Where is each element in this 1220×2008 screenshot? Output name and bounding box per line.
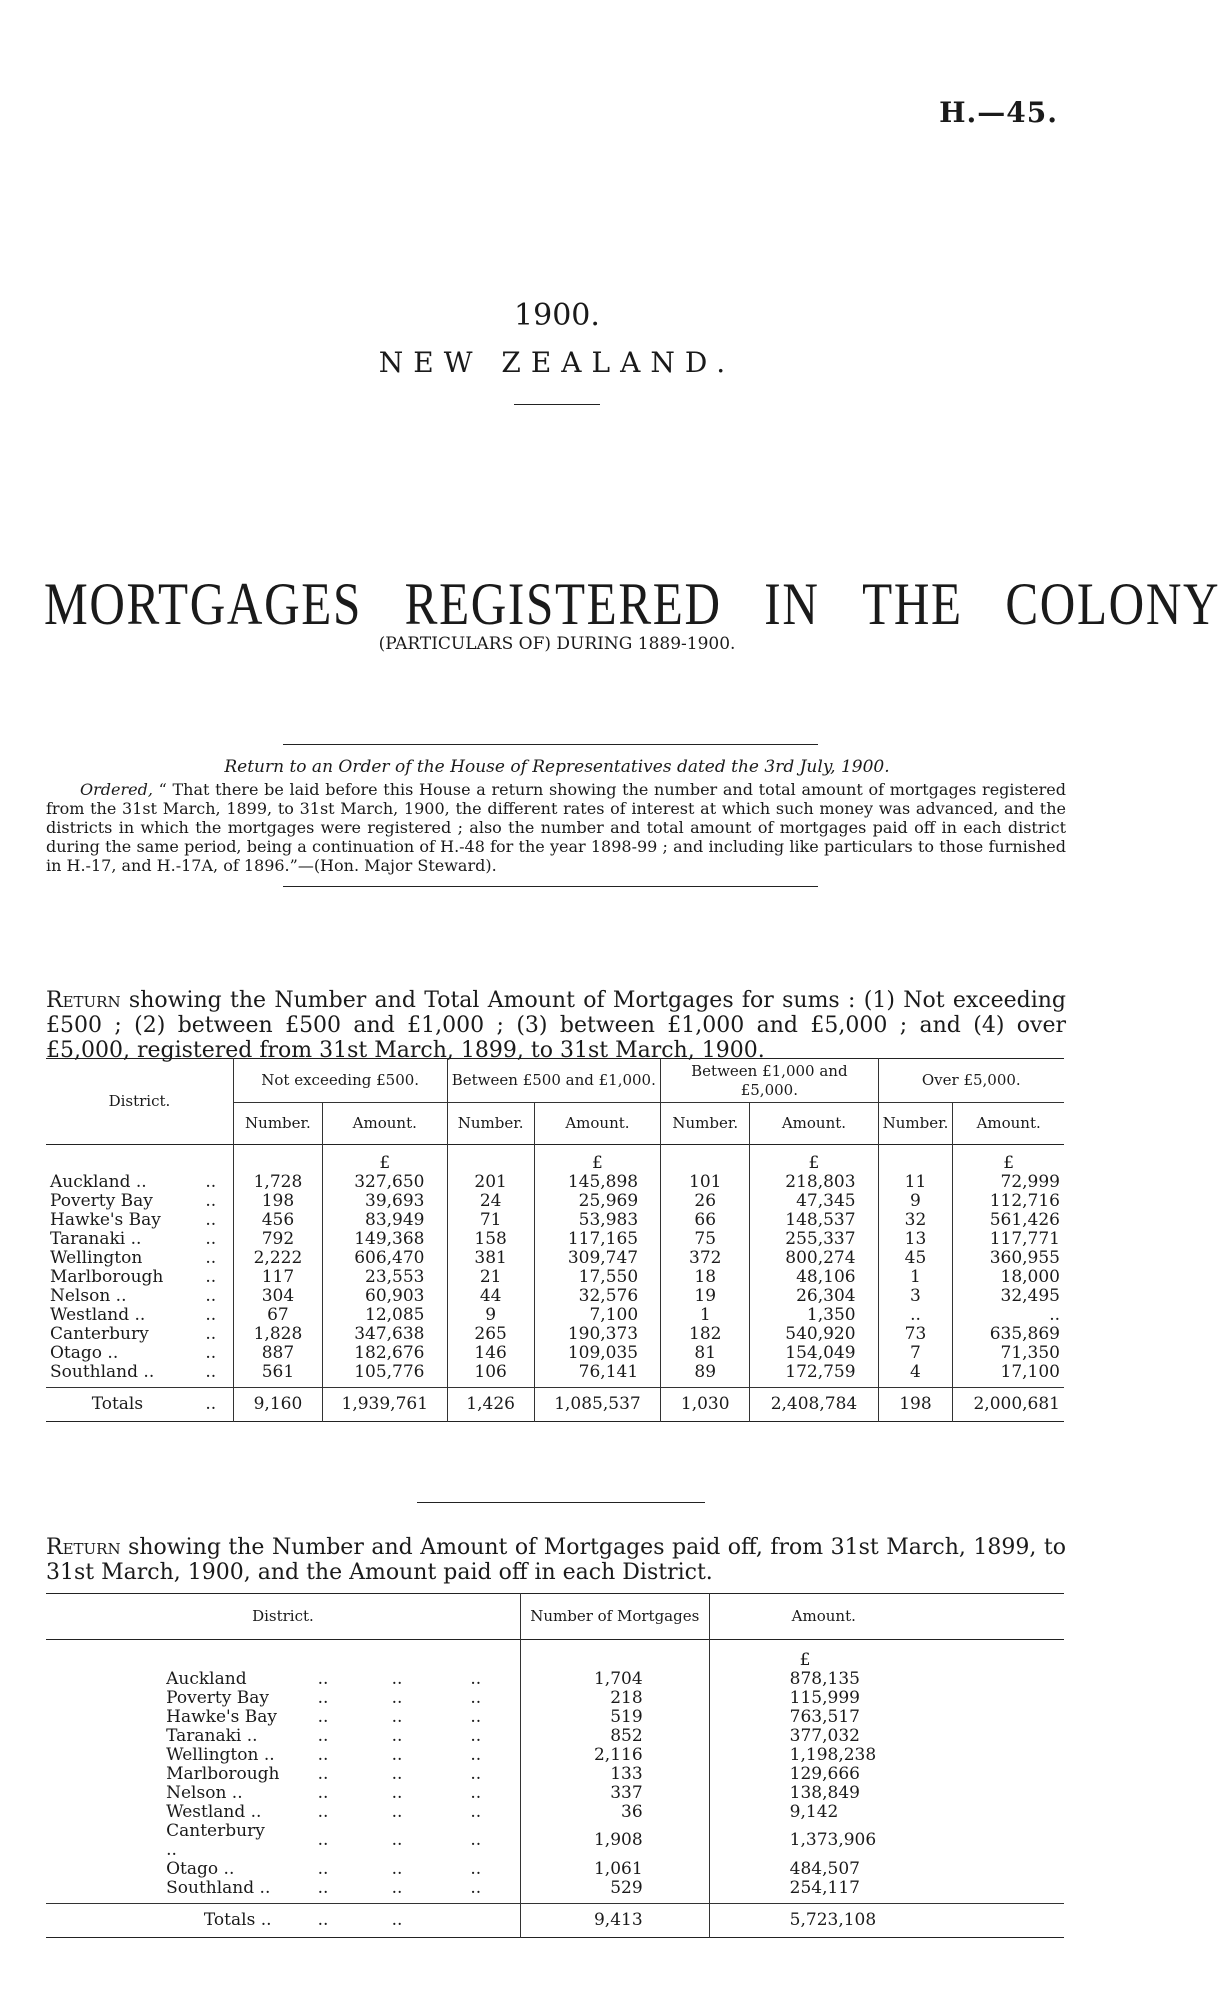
document-year: 1900. [514, 298, 600, 333]
value-cell: 218,803 [750, 1173, 878, 1192]
table-row [46, 1230, 1064, 1249]
table-row [46, 1689, 1064, 1708]
amount-cell: 1,198,238 [709, 1746, 1064, 1765]
value-cell: 117 [233, 1268, 322, 1287]
title-word: MORTGAGES [44, 571, 362, 637]
value-cell: 149,368 [323, 1230, 447, 1249]
group-header: Not exceeding £500. [233, 1059, 447, 1103]
value-cell: 24 [447, 1192, 534, 1211]
group-header: Between £500 and £1,000. [447, 1059, 661, 1103]
table-row [46, 1344, 1064, 1363]
leader-dots: .. [391, 1687, 403, 1708]
leader-dots: .. [391, 1782, 403, 1803]
value-cell: 12,085 [323, 1306, 447, 1325]
value-cell: 7,100 [534, 1306, 660, 1325]
table-row [46, 1746, 1064, 1765]
value-cell: 198 [233, 1192, 322, 1211]
leader-dots: .. [391, 1725, 403, 1746]
leader-dots: .. [391, 1910, 403, 1930]
value-cell: 48,106 [750, 1268, 878, 1287]
leader-dots: .. [470, 1687, 482, 1708]
number-cell: 36 [520, 1803, 709, 1822]
district-cell: Canterbury [50, 1323, 149, 1344]
value-cell: 45 [878, 1249, 953, 1268]
value-cell: 71 [447, 1211, 534, 1230]
total-cell: 9,413 [520, 1904, 709, 1938]
value-cell: 11 [878, 1173, 953, 1192]
amount-cell: 138,849 [709, 1784, 1064, 1803]
page-number: H.—45. [939, 96, 1058, 129]
totals-row [46, 1904, 1064, 1938]
table-row [46, 1727, 1064, 1746]
value-cell: 606,470 [323, 1249, 447, 1268]
district-cell: Auckland [166, 1668, 247, 1689]
table-row [46, 1363, 1064, 1382]
leader-dots: .. [317, 1877, 329, 1898]
table-row [46, 1765, 1064, 1784]
district-cell: Marlborough [50, 1266, 164, 1287]
number-header: Number. [878, 1103, 953, 1145]
title-word: IN [764, 571, 820, 637]
value-cell: 3 [878, 1287, 953, 1306]
leader-dots: .. [317, 1687, 329, 1708]
value-cell: 2,222 [233, 1249, 322, 1268]
value-cell: 53,983 [534, 1211, 660, 1230]
district-cell: Nelson .. [50, 1285, 127, 1306]
order-text [46, 780, 1066, 875]
return1-lead: Return [46, 988, 121, 1013]
subtitle: (PARTICULARS OF) DURING 1889-1900. [378, 634, 736, 654]
totals-label: Totals .. [203, 1910, 272, 1930]
district-cell: Auckland .. [50, 1171, 147, 1192]
value-cell: 21 [447, 1268, 534, 1287]
value-cell: 44 [447, 1287, 534, 1306]
value-cell: 327,650 [323, 1173, 447, 1192]
leader-dots: .. [470, 1744, 482, 1765]
currency-symbol: £ [953, 1145, 1064, 1173]
district-cell: Taranaki .. [50, 1228, 142, 1249]
number-cell: 133 [520, 1765, 709, 1784]
value-cell: 105,776 [323, 1363, 447, 1382]
table-row [46, 1708, 1064, 1727]
leader-dots: .. [317, 1763, 329, 1784]
leader-dots: .. [470, 1668, 482, 1689]
currency-symbol: £ [323, 1145, 447, 1173]
table-row [46, 1211, 1064, 1230]
value-cell: 66 [661, 1211, 750, 1230]
value-cell: 792 [233, 1230, 322, 1249]
value-cell: 32,495 [953, 1287, 1064, 1306]
leader-dots: .. [470, 1858, 482, 1879]
value-cell: 1 [878, 1268, 953, 1287]
leader-dots: .. [470, 1763, 482, 1784]
number-cell: 529 [520, 1879, 709, 1898]
value-cell: 372 [661, 1249, 750, 1268]
leader-dots: .. [391, 1744, 403, 1765]
number-header: Number of Mortgages [520, 1594, 709, 1640]
table-row [46, 1670, 1064, 1689]
value-cell: 72,999 [953, 1173, 1064, 1192]
district-cell: Southland .. [50, 1361, 155, 1382]
leader-dots: .. [470, 1725, 482, 1746]
value-cell: 1,728 [233, 1173, 322, 1192]
leader-dots: .. [391, 1706, 403, 1727]
divider [283, 744, 818, 745]
leader-dots: .. [205, 1171, 217, 1192]
value-cell: .. [953, 1306, 1064, 1325]
title-word: REGISTERED [404, 571, 722, 637]
value-cell: 71,350 [953, 1344, 1064, 1363]
value-cell: 17,100 [953, 1363, 1064, 1382]
value-cell: 18 [661, 1268, 750, 1287]
district-cell: Taranaki .. [166, 1725, 258, 1746]
number-cell: 519 [520, 1708, 709, 1727]
value-cell: 109,035 [534, 1344, 660, 1363]
district-cell: Hawke's Bay [50, 1209, 161, 1230]
value-cell: 154,049 [750, 1344, 878, 1363]
table-row [46, 1173, 1064, 1192]
value-cell: 4 [878, 1363, 953, 1382]
leader-dots: .. [391, 1877, 403, 1898]
table-row [46, 1325, 1064, 1344]
value-cell: 73 [878, 1325, 953, 1344]
leader-dots: .. [205, 1209, 217, 1230]
currency-symbol: £ [534, 1145, 660, 1173]
value-cell: 148,537 [750, 1211, 878, 1230]
leader-dots: .. [205, 1342, 217, 1363]
value-cell: 47,345 [750, 1192, 878, 1211]
total-cell: 9,160 [233, 1388, 322, 1422]
value-cell: 60,903 [323, 1287, 447, 1306]
leader-dots: .. [317, 1725, 329, 1746]
value-cell: 26 [661, 1192, 750, 1211]
currency-symbol: £ [709, 1640, 1064, 1670]
amount-header: Amount. [323, 1103, 447, 1145]
amount-cell: 9,142 [709, 1803, 1064, 1822]
main-title [44, 570, 1220, 639]
value-cell: 190,373 [534, 1325, 660, 1344]
value-cell: 145,898 [534, 1173, 660, 1192]
leader-dots: .. [317, 1744, 329, 1765]
leader-dots: .. [205, 1361, 217, 1382]
value-cell: 83,949 [323, 1211, 447, 1230]
value-cell: 23,553 [323, 1268, 447, 1287]
district-header: District. [252, 1607, 314, 1625]
value-cell: 9 [878, 1192, 953, 1211]
leader-dots: .. [391, 1668, 403, 1689]
divider [283, 886, 818, 887]
group-header: Between £1,000 and £5,000. [661, 1059, 878, 1103]
leader-dots: .. [205, 1247, 217, 1268]
amount-cell: 763,517 [709, 1708, 1064, 1727]
table-row [46, 1249, 1064, 1268]
return2-heading [46, 1535, 1066, 1585]
value-cell: 17,550 [534, 1268, 660, 1287]
return1-heading [46, 988, 1066, 1063]
value-cell: 117,165 [534, 1230, 660, 1249]
total-cell: 5,723,108 [709, 1904, 1064, 1938]
leader-dots: .. [205, 1323, 217, 1344]
group-header: Over £5,000. [878, 1059, 1064, 1103]
return2-lead: Return [46, 1535, 121, 1560]
mortgages-registered-table [46, 1058, 1064, 1422]
value-cell: 265 [447, 1325, 534, 1344]
value-cell: 456 [233, 1211, 322, 1230]
value-cell: 18,000 [953, 1268, 1064, 1287]
value-cell: 309,747 [534, 1249, 660, 1268]
leader-dots: .. [391, 1763, 403, 1784]
amount-cell: 254,117 [709, 1879, 1064, 1898]
leader-dots: .. [205, 1190, 217, 1211]
table-row [46, 1784, 1064, 1803]
number-header: Number. [447, 1103, 534, 1145]
value-cell: 800,274 [750, 1249, 878, 1268]
total-cell: 1,939,761 [323, 1388, 447, 1422]
district-cell: Hawke's Bay [166, 1706, 278, 1727]
amount-header: Amount. [750, 1103, 878, 1145]
value-cell: 304 [233, 1287, 322, 1306]
table-row [46, 1879, 1064, 1898]
value-cell: 26,304 [750, 1287, 878, 1306]
table-row [46, 1860, 1064, 1879]
district-cell: Otago .. [50, 1342, 119, 1363]
value-cell: 182 [661, 1325, 750, 1344]
amount-cell: 115,999 [709, 1689, 1064, 1708]
number-cell: 1,704 [520, 1670, 709, 1689]
divider [417, 1502, 705, 1503]
value-cell: 106 [447, 1363, 534, 1382]
leader-dots: .. [470, 1877, 482, 1898]
order-body: “ That there be laid before this House a return showing the number and total amount of mortgages registered from the 31st March, 1899, to 31st March, 1900, the different rates of interest at which such money was advanced, and the districts in which the mortgages were registered ; also the number and total amount of mortgages paid off in each district during the same period, being a continuation of H.-48 for the year 1898-99 ; and including like particulars to those furnished in H.-17, and H.-17A, of 1896.”—(Hon. Major Steward). [46, 780, 1066, 875]
leader-dots: .. [470, 1706, 482, 1727]
value-cell: 112,716 [953, 1192, 1064, 1211]
return2-text: showing the Number and Amount of Mortgages paid off, from 31st March, 1899, to 31st March, 1900, and the Amount paid off in each District. [46, 1535, 1066, 1585]
value-cell: 32 [878, 1211, 953, 1230]
district-header: District. [108, 1092, 171, 1110]
amount-cell: 129,666 [709, 1765, 1064, 1784]
leader-dots: .. [205, 1285, 217, 1306]
leader-dots: .. [391, 1801, 403, 1822]
value-cell: 76,141 [534, 1363, 660, 1382]
total-cell: 1,426 [447, 1388, 534, 1422]
value-cell: 81 [661, 1344, 750, 1363]
leader-dots: .. [317, 1782, 329, 1803]
total-cell: 2,408,784 [750, 1388, 878, 1422]
value-cell: 561 [233, 1363, 322, 1382]
value-cell: 1 [661, 1306, 750, 1325]
value-cell: 887 [233, 1344, 322, 1363]
mortgages-paid-off-table [46, 1593, 1064, 1938]
currency-symbol: £ [750, 1145, 878, 1173]
value-cell: 101 [661, 1173, 750, 1192]
value-cell: 540,920 [750, 1325, 878, 1344]
number-cell: 2,116 [520, 1746, 709, 1765]
number-cell: 852 [520, 1727, 709, 1746]
amount-header: Amount. [709, 1594, 1064, 1640]
total-cell: 1,030 [661, 1388, 750, 1422]
leader-dots: .. [205, 1266, 217, 1287]
leader-dots: .. [317, 1668, 329, 1689]
value-cell: 117,771 [953, 1230, 1064, 1249]
value-cell: 146 [447, 1344, 534, 1363]
country-heading: NEW ZEALAND. [378, 346, 736, 379]
value-cell: 381 [447, 1249, 534, 1268]
value-cell: 158 [447, 1230, 534, 1249]
value-cell: 1,350 [750, 1306, 878, 1325]
district-cell: Poverty Bay [166, 1687, 269, 1708]
value-cell: 67 [233, 1306, 322, 1325]
district-cell: Wellington [50, 1247, 143, 1268]
table-row [46, 1306, 1064, 1325]
leader-dots: .. [205, 1228, 217, 1249]
value-cell: 75 [661, 1230, 750, 1249]
district-cell: Otago .. [166, 1858, 235, 1879]
leader-dots: .. [317, 1830, 329, 1850]
district-cell: Southland .. [166, 1877, 271, 1898]
total-cell: 1,085,537 [534, 1388, 660, 1422]
table-row [46, 1268, 1064, 1287]
table-row [46, 1287, 1064, 1306]
table-row [46, 1192, 1064, 1211]
number-cell: 1,908 [520, 1822, 709, 1860]
leader-dots: .. [317, 1910, 329, 1930]
value-cell: 7 [878, 1344, 953, 1363]
amount-cell: 484,507 [709, 1860, 1064, 1879]
amount-cell: 878,135 [709, 1670, 1064, 1689]
leader-dots: .. [317, 1706, 329, 1727]
number-header: Number. [233, 1103, 322, 1145]
value-cell: 39,693 [323, 1192, 447, 1211]
leader-dots: .. [317, 1858, 329, 1879]
leader-dots: .. [470, 1830, 482, 1850]
value-cell: 89 [661, 1363, 750, 1382]
leader-dots: .. [470, 1782, 482, 1803]
totals-row [46, 1388, 1064, 1422]
order-heading: Return to an Order of the House of Representatives dated the 3rd July, 1900. [224, 757, 890, 777]
return1-text: showing the Number and Total Amount of Mortgages for sums : (1) Not exceeding £500 ; (2) between £500 and £1,000 ; (3) between £1,000 and £5,000 ; and (4) over £5,000, registered from 31st March, 1899, to 31st March, 1900. [46, 988, 1066, 1063]
district-cell: Nelson .. [166, 1782, 243, 1803]
amount-header: Amount. [953, 1103, 1064, 1145]
district-cell: Canterbury .. [166, 1820, 265, 1860]
value-cell: 1,828 [233, 1325, 322, 1344]
number-cell: 337 [520, 1784, 709, 1803]
district-cell: Poverty Bay [50, 1190, 153, 1211]
value-cell: 32,576 [534, 1287, 660, 1306]
leader-dots: .. [205, 1304, 217, 1325]
value-cell: 182,676 [323, 1344, 447, 1363]
amount-cell: 377,032 [709, 1727, 1064, 1746]
value-cell: .. [878, 1306, 953, 1325]
district-cell: Wellington .. [166, 1744, 275, 1765]
value-cell: 255,337 [750, 1230, 878, 1249]
value-cell: 25,969 [534, 1192, 660, 1211]
value-cell: 9 [447, 1306, 534, 1325]
leader-dots: .. [391, 1830, 403, 1850]
value-cell: 19 [661, 1287, 750, 1306]
district-cell: Marlborough [166, 1763, 280, 1784]
leader-dots: .. [317, 1801, 329, 1822]
total-cell: 2,000,681 [953, 1388, 1064, 1422]
leader-dots: .. [470, 1801, 482, 1822]
title-word: COLONY [1005, 571, 1220, 637]
table-row [46, 1822, 1064, 1860]
leader-dots: .. [391, 1858, 403, 1879]
value-cell: 360,955 [953, 1249, 1064, 1268]
value-cell: 172,759 [750, 1363, 878, 1382]
number-cell: 1,061 [520, 1860, 709, 1879]
totals-label: Totals [91, 1394, 144, 1414]
value-cell: 13 [878, 1230, 953, 1249]
total-cell: 198 [878, 1388, 953, 1422]
leader-dots: .. [205, 1394, 217, 1414]
district-cell: Westland .. [166, 1801, 262, 1822]
table-row [46, 1803, 1064, 1822]
number-cell: 218 [520, 1689, 709, 1708]
value-cell: 201 [447, 1173, 534, 1192]
amount-header: Amount. [534, 1103, 660, 1145]
amount-cell: 1,373,906 [709, 1822, 1064, 1860]
district-cell: Westland .. [50, 1304, 146, 1325]
divider [514, 404, 600, 405]
ordered-word: Ordered, [80, 780, 153, 799]
value-cell: 347,638 [323, 1325, 447, 1344]
title-word: THE [862, 571, 963, 637]
number-header: Number. [661, 1103, 750, 1145]
value-cell: 561,426 [953, 1211, 1064, 1230]
value-cell: 635,869 [953, 1325, 1064, 1344]
